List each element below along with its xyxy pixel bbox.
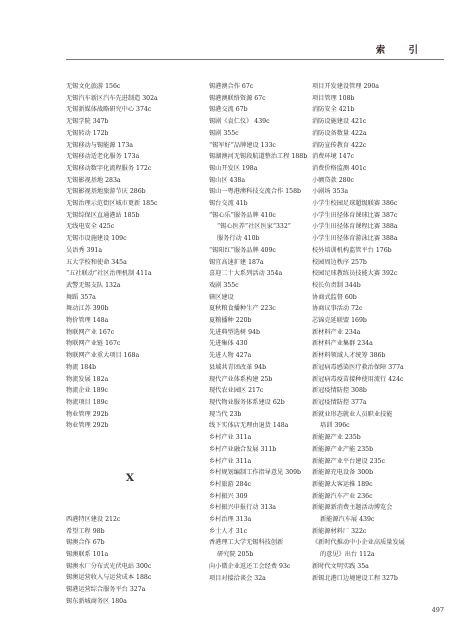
index-entry: 协商议事活动 72c (312, 305, 363, 313)
index-entry: 校外培训机构监管平台 176b (312, 246, 392, 254)
index-entry: 芯锦克延联盟 169b (312, 317, 367, 325)
index-entry: 锡山区 438a (209, 176, 246, 184)
index-entry: 线下实体店无理由退货 148a (209, 422, 289, 430)
index-entry: 乡村产业 311a (209, 434, 252, 442)
index-entry: 锡宜高速扩建 187a (209, 258, 264, 266)
index-entry: 项目对接洽谈会 32a (209, 574, 266, 582)
index-entry: 无锡治理示范街区城市更新 185c (66, 200, 158, 208)
index-entry: 小额贷款 280c (312, 176, 354, 184)
index-entry: 校长负责制 344b (312, 281, 361, 289)
spacer (66, 432, 194, 444)
index-entry: 乡村产业融合发展 311b (209, 445, 277, 453)
index-entry: 协商式监督 60b (312, 293, 357, 301)
index-entry: 新冠疫情防控 377a (312, 398, 367, 406)
spacer (66, 455, 194, 467)
index-entry: “锡心医养”社区医家“332” (217, 223, 291, 231)
index-entry: 锡澳联系 101a (66, 551, 109, 559)
index-entry: 舞动江苏 390b (66, 305, 109, 313)
index-entry: 乡村规划编制工作指导意见 309b (209, 469, 301, 477)
index-entry: 研究院 205b (217, 551, 254, 559)
index-entry: 物业管理 292b (66, 422, 109, 430)
index-entry: 五大学校和使命 345a (66, 258, 127, 266)
index-entry: 新冠病毒疫苗接种使用流行 424c (312, 375, 404, 383)
index-entry: 小剧场 353a (312, 188, 349, 196)
index-entry: 现代物业服务体系建设 62b (209, 398, 285, 406)
index-entry: 小学生田径体育课程比赛 388a (312, 223, 398, 231)
index-entry: 乡村振兴 309 (209, 492, 248, 500)
index-entry: 无锡学院 347b (66, 118, 109, 126)
index-entry: 现代农业园区 217c (209, 387, 264, 395)
index-entry: 无锡移动数字化流程服务 172c (66, 164, 152, 172)
index-entry: 新能源汽车产业 236c (312, 492, 373, 500)
index-entry: 新能源产业平台建设 235c (312, 457, 385, 465)
index-entry: 夏粮播种 220b (209, 317, 252, 325)
index-entry: 新材料产业集群 234a (312, 340, 373, 348)
index-entry: “锡心乐”服务品牌 410c (209, 211, 276, 219)
index-entry: 无锡文化旅游 156c (66, 83, 121, 90)
index-entry: 锡山一粤港澳科技交流合作 158b (209, 188, 301, 196)
index-entry: 的意见》出台 112a (320, 551, 375, 559)
index-entry: 现当代 23b (209, 410, 242, 418)
index-entry: 武警无锡支队 132a (66, 281, 121, 289)
index-entry: 先进典型选树 94b (209, 328, 260, 336)
header-divider (66, 59, 444, 60)
index-entry: 新能源大客运推 189c (312, 480, 373, 488)
index-entry: 无锡移动适老化服务 173a (66, 153, 140, 161)
index-entry: 新能源材料厂 322c (312, 527, 367, 535)
index-entry: 无线电安全 425c (66, 223, 115, 231)
index-entry: 培训 396c (320, 422, 350, 430)
index-entry: 物联网产业重大项目 168a (66, 352, 140, 360)
spacer (66, 444, 194, 456)
index-entry: 锡港澳联络资源 67c (209, 94, 266, 102)
index-entry: 希望工程 98b (66, 527, 105, 535)
index-entry: 无锡综保区直通港站 185b (66, 211, 140, 219)
index-entry: 小学生田径体育游泳比赛 388a (312, 235, 398, 243)
index-entry: 新能源充电设备 300b (312, 469, 374, 477)
index-entry: 新就业形态就业人员职业技能 (312, 410, 393, 418)
index-entry: 物流企业 189c (66, 387, 108, 395)
index-entry: 锡澳合作 67b (66, 539, 105, 547)
index-entry: 锡台交流 41b (209, 200, 248, 208)
index-entry: 物价管理 148a (66, 317, 109, 325)
index-entry: 物联网产业 167c (66, 328, 115, 336)
index-entry: 消防设施建设 421c (312, 118, 367, 126)
index-entry: “锡阳红”服务品牌 409c (209, 246, 276, 254)
index-entry: 锡港澳合作 67c (209, 83, 254, 90)
index-entry: 消防设备数量 422a (312, 129, 367, 137)
index-entry: 香港理工大学无锡科技创新 (209, 539, 284, 547)
index-entry: 锡东新城商务区 180a (66, 597, 127, 605)
index-entry: 项目管理 108b (312, 94, 355, 102)
index-entry: 西港特区建设 212c (66, 515, 121, 523)
index-entry: 乡村旅游 284c (209, 480, 251, 488)
index-entry: “锡军好”品牌建设 133c (209, 141, 276, 149)
page-header-title: 索 引 (375, 45, 428, 56)
index-entry: 物流 184b (66, 363, 97, 371)
index-entry: 新能源产业产能 235b (312, 445, 374, 453)
index-entry: 新冠疫情防控 308b (312, 387, 367, 395)
index-entry: 县域共青团改革 94b (209, 363, 267, 371)
index-entry: 向小微企业返还工会经费 93c (209, 562, 291, 570)
index-entry: 乡土人才 31c (209, 527, 248, 535)
index-entry: 锡澳运营收入与运营成本 188c (66, 574, 152, 582)
index-entry: 先进集体 430 (209, 340, 248, 348)
index-column-3 (312, 81, 440, 584)
index-entry: 无锡影视基地旅游节庆 286b (66, 188, 146, 196)
index-entry: 小学生田径体育课球比赛 387c (312, 211, 398, 219)
index-entry: 无锡影视基地 283a (66, 176, 121, 184)
index-entry: 无锡移动与锡能源 173a (66, 141, 133, 149)
spacer (66, 491, 194, 503)
index-entry: 物流发展 182a (66, 375, 109, 383)
index-column-1 (66, 81, 194, 608)
index-entry: 锡澳水厂分布式光伏电站 300c (66, 562, 152, 570)
index-entry: 先进人物 427a (209, 352, 252, 360)
index-entry: 校园足球教练员技能大赛 392c (312, 270, 398, 278)
index-entry: “五社联动”社区治理机制 411a (66, 270, 152, 278)
index-entry: 乡村振兴申报行动 313a (209, 504, 276, 512)
index-entry: 新材料产业 234a (312, 328, 361, 336)
index-entry: 无锡市设施建设 109c (66, 235, 127, 243)
index-entry: 校园周边秩序 257b (312, 258, 367, 266)
index-entry: 物业管理 292b (66, 410, 109, 418)
index-entry: 新能源新消费主题活动博览会 (312, 504, 393, 512)
index-entry: 新时代文明实践 35a (312, 562, 369, 570)
index-entry: 舞蹈 357a (66, 293, 96, 301)
index-entry: 消费价格监测 401c (312, 164, 367, 172)
index-entry: 物联网产业链 167c (66, 340, 121, 348)
index-entry: 新冠病毒感染医疗救治保障 377a (312, 363, 404, 371)
index-entry: 辖区建设 (209, 293, 234, 301)
index-entry: 锡湖澳河无锡段航道整治工程 188b (209, 153, 308, 161)
index-entry: 锡港交流 67b (209, 106, 248, 114)
index-entry: 新能源汽车展 439c (320, 516, 375, 524)
index-entry: 乡村治理 313a (209, 516, 252, 524)
index-entry: 戏剧 355c (209, 281, 239, 289)
index-entry: 项目开发建设管理 290a (312, 83, 379, 90)
index-entry: 锡剧《袁仁仪》 439c (209, 118, 270, 126)
index-entry: 乡村产业 311a (209, 457, 252, 465)
index-entry: 锡山开发区 198a (209, 164, 258, 172)
index-entry: 锡剧 355c (209, 129, 239, 137)
index-entry: 消费环境 147c (312, 153, 354, 161)
index-entry: 无锡汽车新区汽车先进制造 302a (66, 94, 158, 102)
index-entry: 小学生校园足球超级联赛 386c (312, 200, 398, 208)
index-entry: 喜迎二十大系列活动 354a (209, 270, 283, 278)
index-entry: 消防宣传教育 422c (312, 141, 367, 149)
spacer (66, 502, 194, 514)
index-entry: 新锡北港口边境建设工程 327b (312, 574, 398, 582)
index-entry: 新能源产业 235b (312, 434, 361, 442)
index-entry: 吴语秀 391a (66, 246, 103, 254)
index-entry: 新材料领域人才统筹 386b (312, 352, 386, 360)
index-entry: 无锡新媒体战略研究中心 374c (66, 106, 152, 114)
index-entry: 无锡转动 172b (66, 129, 109, 137)
index-entry: 夏秋粮食播种生产 223c (209, 305, 276, 313)
index-entry: 《新时代推动中小企业高质量发展 (312, 539, 405, 547)
index-entry: 消防安全 421b (312, 106, 355, 114)
index-entry: 物流项目 189c (66, 398, 108, 406)
index-entry: 服务行动 410b (217, 235, 260, 243)
index-entry: 现代产业体系构建 25b (209, 375, 273, 383)
index-entry: 锡港运营综合服务平台 327a (66, 586, 146, 594)
page-number: 497 (431, 606, 444, 614)
section-letter: X (125, 472, 135, 485)
